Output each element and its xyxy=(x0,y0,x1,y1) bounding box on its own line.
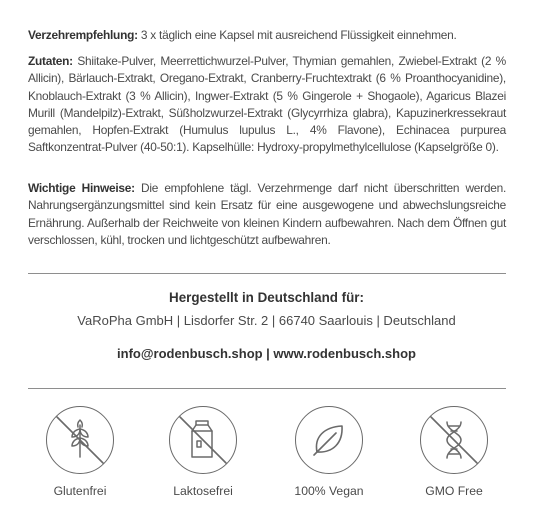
crossed-milk-carton-icon xyxy=(170,407,236,473)
divider-bottom xyxy=(28,388,506,389)
manufacturer-address: VaRoPha GmbH | Lisdorfer Str. 2 | 66740 Saarlouis | Deutschland xyxy=(77,313,456,328)
badge-label: Glutenfrei xyxy=(53,484,107,498)
manufacturer-title: Hergestellt in Deutschland für: xyxy=(169,290,364,305)
usage-text: 3 x täglich eine Kapsel mit ausreichend Flüssigkeit einnehmen. xyxy=(137,28,457,42)
badge-label: GMO Free xyxy=(425,484,483,498)
usage-label: Verzehrempfehlung: xyxy=(28,28,138,42)
leaf-icon xyxy=(296,407,362,473)
badge-circle xyxy=(46,406,114,474)
usage-paragraph xyxy=(28,27,506,44)
notes-text: Die empfohlene tägl. Verzehrmenge darf nicht überschritten werden. Nahrungsergänzungsmittel sind kein Ersatz für eine ausgewogene und abwechslungsreiche Ernährung. Außerhalb der Reichweite von kleinen Kindern aufbewahren. Nach dem Öffnen gut verschlossen, kühl, trocken und lichtgeschützt aufbewahren. xyxy=(28,181,506,247)
badge-circle xyxy=(169,406,237,474)
badge-gluten-free xyxy=(46,406,114,498)
badge-circle xyxy=(295,406,363,474)
badge-lactose-free xyxy=(169,406,237,498)
manufacturer-contact: info@rodenbusch.shop | www.rodenbusch.shop xyxy=(117,346,416,361)
badge-circle xyxy=(420,406,488,474)
badge-vegan xyxy=(294,406,364,498)
ingredients-label: Zutaten: xyxy=(28,54,73,68)
ingredients-paragraph xyxy=(28,53,506,157)
notes-label: Wichtige Hinweise: xyxy=(28,181,135,195)
crossed-dna-icon xyxy=(421,407,487,473)
badge-label: Laktosefrei xyxy=(173,484,233,498)
crossed-wheat-icon xyxy=(47,407,113,473)
divider-top xyxy=(28,273,506,274)
notes-paragraph xyxy=(28,180,506,249)
badge-gmo-free xyxy=(420,406,488,498)
ingredients-text: Shiitake-Pulver, Meerrettichwurzel-Pulver, Thymian gemahlen, Zwiebel-Extrakt (2 % Allicin), Bärlauch-Extrakt, Oregano-Extrakt, Cranberry-Fruchtextrakt (6 % Proanthocyanidine), Knoblauch-Extrakt (3 % Allicin), Ingwer-Extrakt (5 % Gingerole + Shogaole), Agaricus Blazei Murill (Mandelpilz)-Extrakt, Süßholzwurzel-Extrakt (Glycyrrhiza glabra), Kapuzinerkressekraut gemahlen, Hopfen-Extrakt (Humulus lupulus L., 4% Flavone), Echinacea purpurea Saftkonzentrat-Pulver (40-50:1). Kapselhülle: Hydroxy-propylmethylcellulose (Kapselgröße 0). xyxy=(28,54,506,155)
badge-label: 100% Vegan xyxy=(294,484,364,498)
